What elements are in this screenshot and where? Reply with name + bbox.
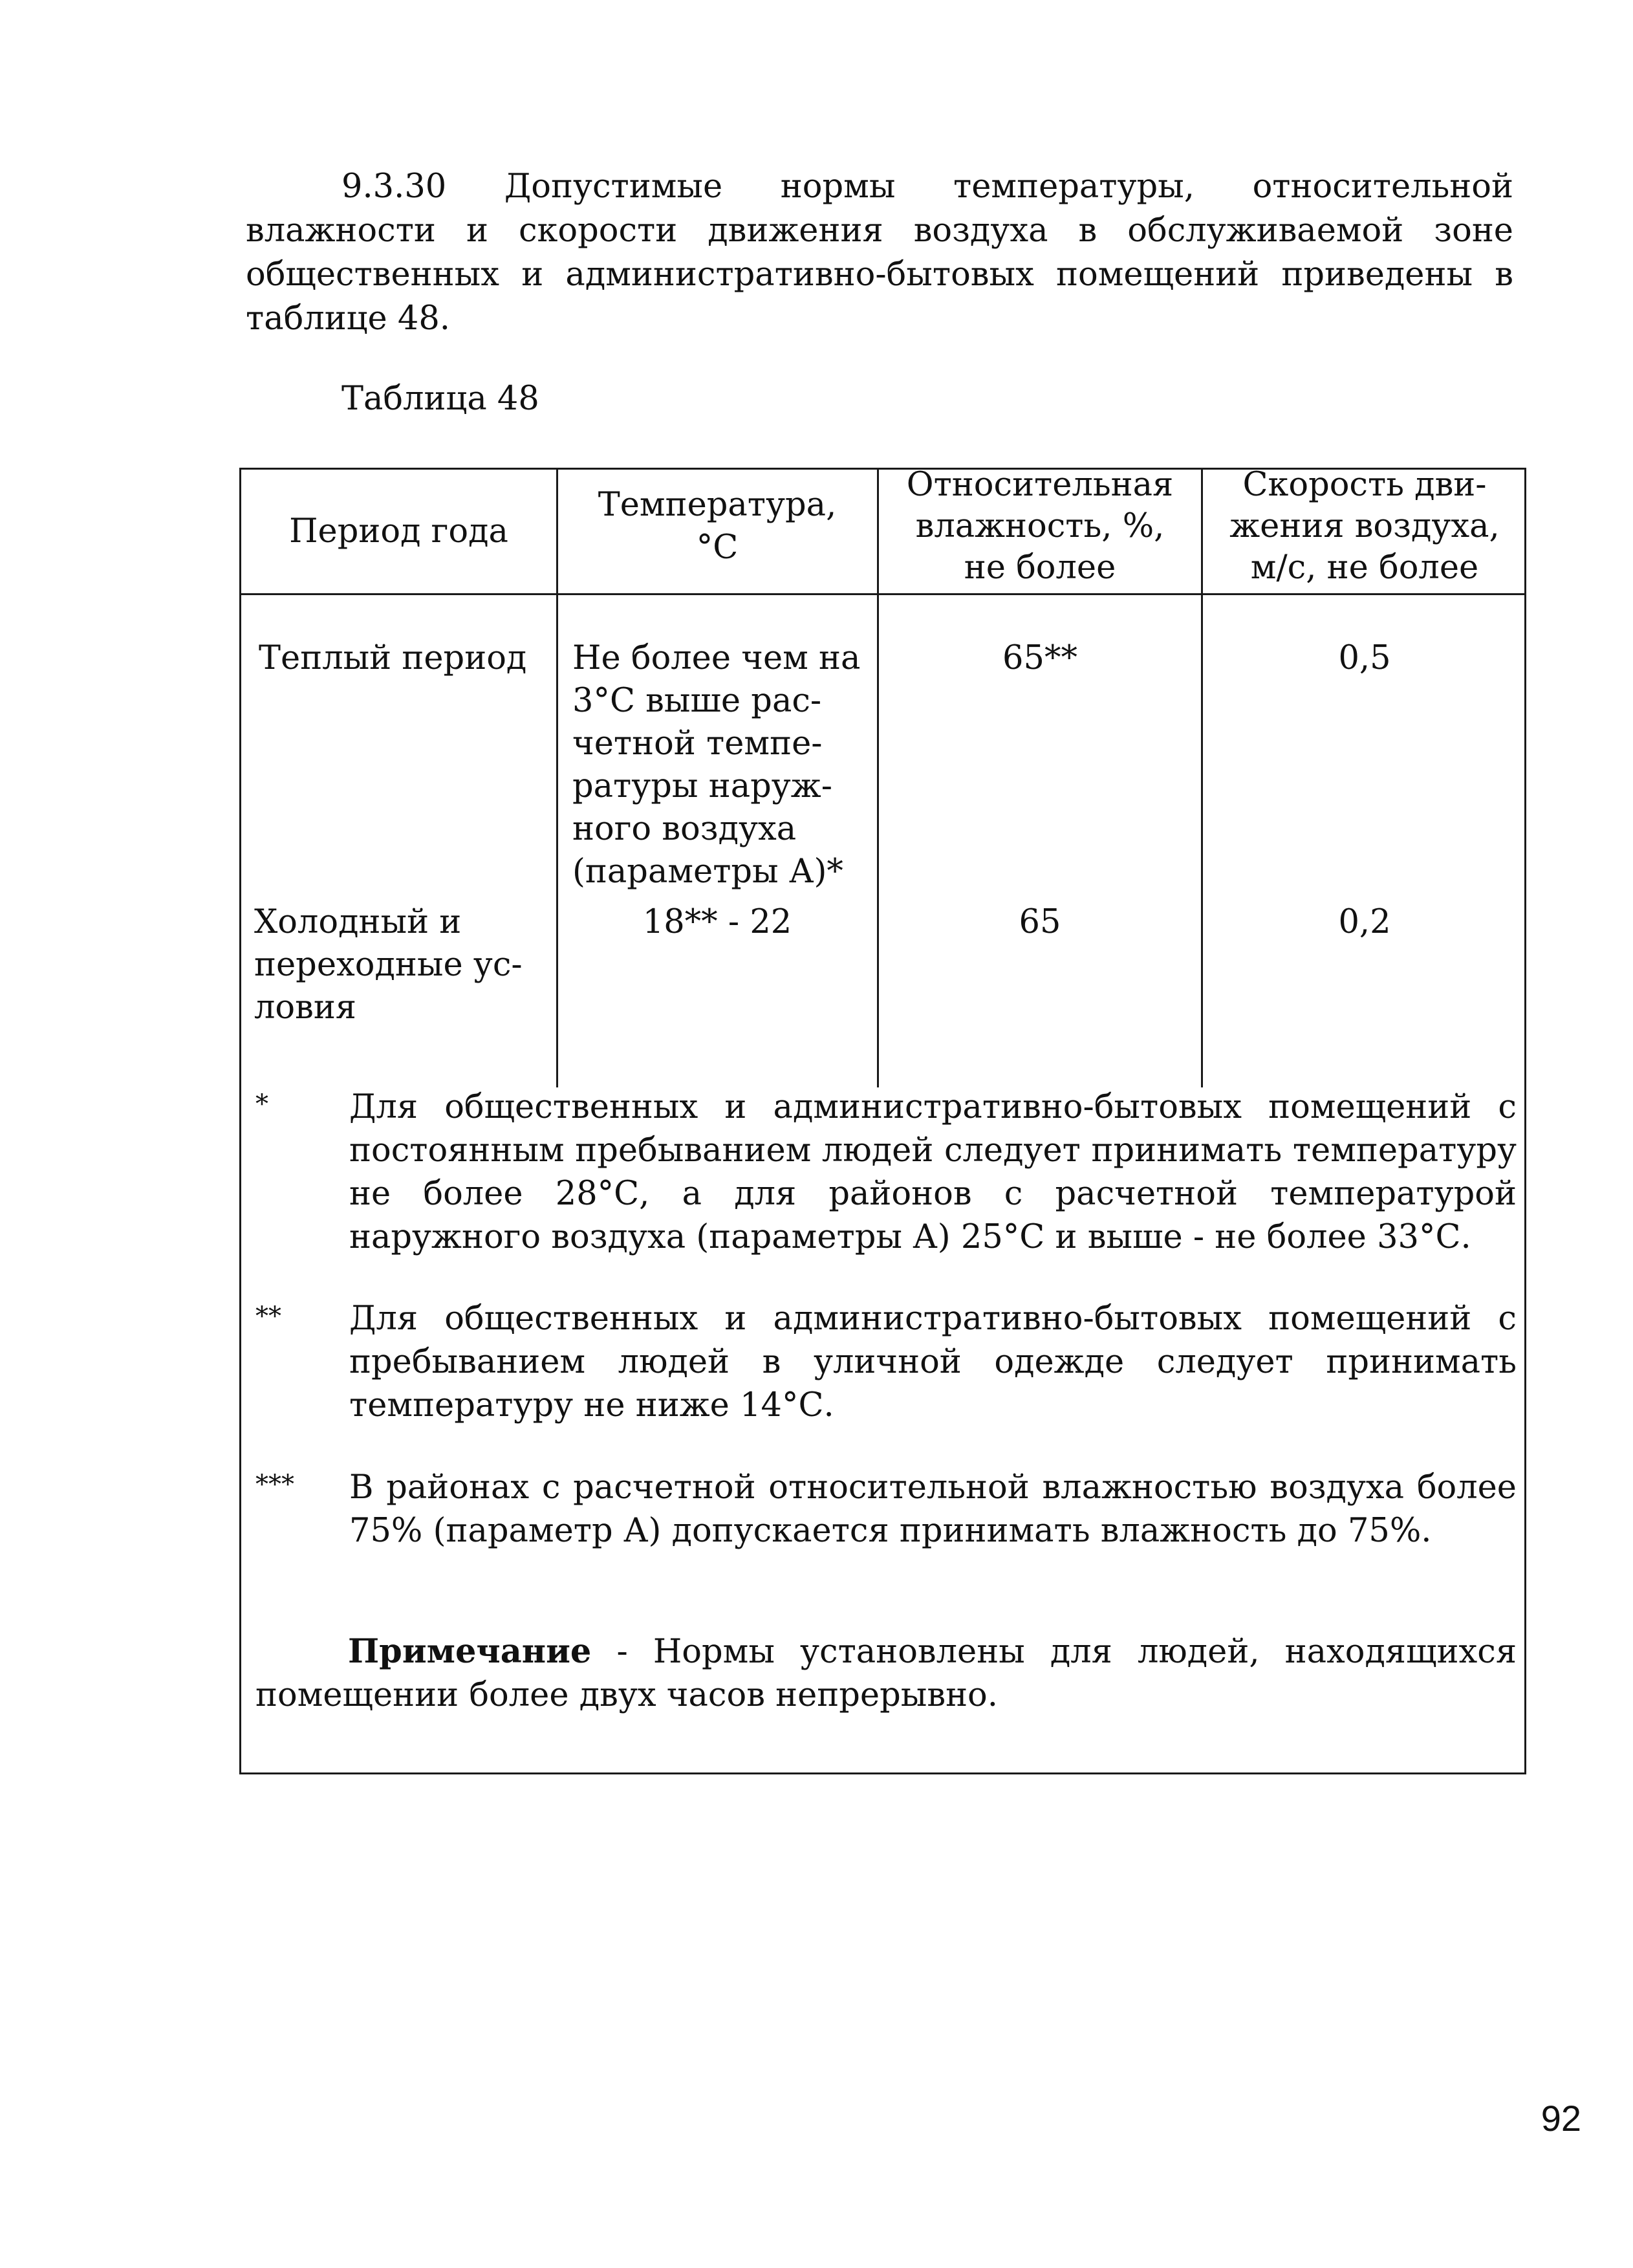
table-caption: Таблица 48 [341,380,539,418]
header-humidity: Относительная влажность, %, не более [906,466,1174,587]
header-period: Период года [289,512,508,551]
intro-paragraph [246,165,1513,341]
row-warm-air-speed: 0,5 [1338,639,1391,677]
page-number: 92 [1541,2098,1581,2139]
row-warm-humidity: 65** [1002,639,1077,677]
column-divider-1 [556,468,558,1087]
footnote-1-text: Для общественных и административно-бытовых помещений с постоянным пребыванием людей следует принимать температуру не более 28°С, а для районов с расчетной температурой наружного воздуха (параметры А) 25°С и выше - не более 33°С. [349,1088,1517,1256]
footnote-3-mark: *** [255,1470,294,1499]
intro-text: 9.3.30 Допустимые нормы температуры, относительной влажности и скорости движения воздуха в обслуживаемой зоне общественных и административно-бытовых помещений приведены в таблице 48. [246,168,1513,338]
header-temperature: Температура, °С [598,486,837,567]
header-divider [239,593,1526,595]
footnote-3-text: В районах с расчетной относительной влажностью воздуха более 75% (параметр А) допускается принимать влажность до 75%. [349,1468,1517,1550]
row-cold-temperature: 18** - 22 [642,903,792,941]
table-note [255,1630,1517,1717]
row-cold-period: Холодный и переходные ус- ловия [254,903,523,1027]
row-warm-period: Теплый период [259,639,527,677]
footnote-1-mark: * [255,1089,268,1119]
header-air-speed: Скорость дви- жения воздуха, м/с, не более [1229,466,1500,587]
footnote-2-mark: ** [255,1302,281,1331]
column-divider-3 [1201,468,1203,1087]
column-divider-2 [877,468,879,1087]
row-warm-temperature: Не более чем на 3°С выше рас- четной темпе- ратуры наруж- ного воздуха (параметры А)* [572,639,861,891]
row-cold-humidity: 65 [1019,903,1061,941]
note-label: Примечание [348,1632,592,1671]
footnote-2-text: Для общественных и административно-бытовых помещений с пребыванием людей в уличной одежде следует принимать температуру не ниже 14°С. [349,1300,1517,1424]
row-cold-air-speed: 0,2 [1338,903,1391,941]
note-text: - Нормы установлены для людей, находящихся помещении более двух часов непрерывно. [255,1633,1517,1714]
